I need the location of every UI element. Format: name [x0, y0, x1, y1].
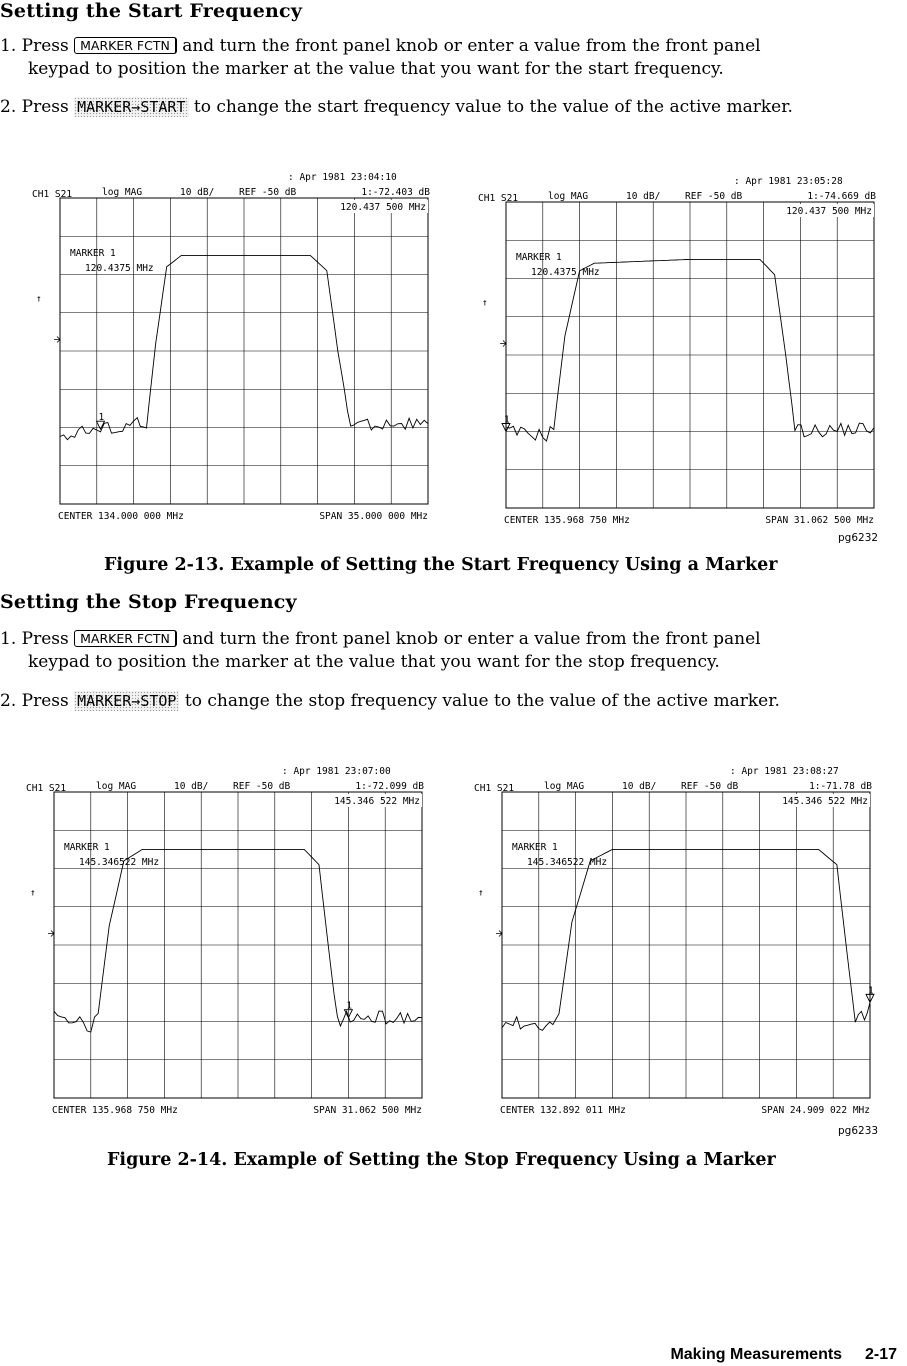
analyzer-screen: [24, 762, 429, 1122]
step-number: 1.: [0, 36, 17, 56]
marker-fctn-key[interactable]: MARKER FCTN: [74, 37, 177, 54]
marker-stop-softkey[interactable]: MARKER→STOP: [74, 691, 179, 711]
marker-value: 145.346522 MHz: [79, 857, 160, 868]
reference-label: REF -50 dB: [681, 781, 739, 792]
marker-frequency: 120.437 500 MHz: [786, 206, 872, 217]
reference-position-mark: [54, 337, 60, 343]
marker-label: MARKER 1: [64, 842, 110, 853]
step-text: Press: [21, 36, 69, 56]
marker-number: 1: [98, 412, 105, 424]
step-stop-2: [0, 690, 905, 713]
center-frequency: CENTER 134.000 000 MHz: [58, 511, 184, 522]
channel-header: CH1 S21: [26, 783, 67, 794]
marker-number: 1: [346, 1000, 353, 1012]
analyzer-screen: [472, 762, 877, 1122]
reference-position-mark: [48, 931, 54, 937]
marker-readout: 1:-72.099 dB: [355, 781, 424, 792]
figure-id: pg6232: [838, 532, 879, 544]
span-frequency: SPAN 31.062 500 MHz: [765, 515, 874, 526]
channel-header: CH1 S21: [32, 189, 73, 200]
span-frequency: SPAN 35.000 000 MHz: [319, 511, 428, 522]
analyzer-screen: [476, 172, 881, 532]
marker-readout: 1:-74.669 dB: [807, 191, 876, 202]
marker-frequency: 145.346 522 MHz: [782, 796, 868, 807]
page-footer: [670, 1346, 897, 1364]
reference-label: REF -50 dB: [239, 187, 297, 198]
channel-header: CH1 S21: [474, 783, 515, 794]
marker-readout: 1:-72.403 dB: [361, 187, 430, 198]
marker-number: 1: [504, 414, 510, 426]
step-text: Press: [21, 691, 69, 711]
format-label: log MAG: [544, 781, 585, 792]
step-text: to change the stop frequency value to the value of the active marker.: [184, 691, 780, 711]
marker-frequency: 145.346 522 MHz: [334, 796, 420, 807]
step-text-continued: keypad to position the marker at the value that you want for the stop frequency.: [28, 652, 720, 672]
step-text: and turn the front panel knob or enter a value from the front panel: [182, 629, 761, 649]
scale-label: 10 dB/: [626, 191, 661, 202]
channel-header: CH1 S21: [478, 193, 519, 204]
marker-label: MARKER 1: [70, 248, 116, 259]
step-text-continued: keypad to position the marker at the value that you want for the start frequency.: [28, 59, 724, 79]
figure-id: pg6233: [838, 1125, 879, 1137]
marker-value: 120.4375 MHz: [85, 263, 154, 274]
step-text: Press: [21, 97, 69, 117]
step-number: 2.: [0, 691, 17, 711]
center-frequency: CENTER 135.968 750 MHz: [52, 1105, 178, 1116]
scale-label: 10 dB/: [622, 781, 657, 792]
marker-frequency: 120.437 500 MHz: [340, 202, 426, 213]
marker-value: 145.346522 MHz: [527, 857, 608, 868]
center-frequency: CENTER 135.968 750 MHz: [504, 515, 630, 526]
step-stop-1: [0, 628, 900, 674]
center-frequency: CENTER 132.892 011 MHz: [500, 1105, 626, 1116]
date-time: : Apr 1981 23:07:00: [282, 766, 391, 777]
scale-label: 10 dB/: [174, 781, 209, 792]
figure-caption: Figure 2-13. Example of Setting the Start Frequency Using a Marker: [104, 555, 778, 575]
step-text: and turn the front panel knob or enter a value from the front panel: [182, 36, 761, 56]
step-text: to change the start frequency value to the value of the active marker.: [193, 97, 793, 117]
marker-start-softkey[interactable]: MARKER→START: [74, 97, 188, 117]
reference-position-mark: [496, 931, 502, 937]
format-label: log MAG: [102, 187, 143, 198]
reference-position-mark: [500, 341, 506, 347]
section-heading-stop: Setting the Stop Frequency: [0, 591, 297, 613]
reference-arrow: ↑: [478, 887, 484, 899]
marker-value: 120.4375 MHz: [531, 267, 600, 278]
reference-label: REF -50 dB: [685, 191, 743, 202]
page-number: 2-17: [864, 1346, 897, 1363]
footer-section: Making Measurements: [670, 1346, 843, 1363]
step-start-1: [0, 35, 900, 81]
figure-caption: Figure 2-14. Example of Setting the Stop Frequency Using a Marker: [107, 1150, 776, 1170]
format-label: log MAG: [96, 781, 137, 792]
date-time: : Apr 1981 23:04:10: [288, 172, 397, 183]
section-heading-start: Setting the Start Frequency: [0, 0, 303, 22]
step-number: 1.: [0, 629, 17, 649]
step-number: 2.: [0, 97, 17, 117]
marker-number: 1: [868, 985, 874, 997]
reference-label: REF -50 dB: [233, 781, 291, 792]
date-time: : Apr 1981 23:08:27: [730, 766, 839, 777]
scale-label: 10 dB/: [180, 187, 215, 198]
marker-label: MARKER 1: [512, 842, 558, 853]
span-frequency: SPAN 24.909 022 MHz: [761, 1105, 870, 1116]
marker-readout: 1:-71.78 dB: [809, 781, 872, 792]
step-start-2: [0, 96, 905, 119]
reference-arrow: ↑: [30, 887, 36, 899]
marker-label: MARKER 1: [516, 252, 562, 263]
format-label: log MAG: [548, 191, 589, 202]
span-frequency: SPAN 31.062 500 MHz: [313, 1105, 422, 1116]
reference-arrow: ↑: [482, 297, 488, 309]
reference-arrow: ↑: [36, 293, 42, 305]
marker-fctn-key[interactable]: MARKER FCTN: [74, 630, 177, 647]
analyzer-screen: [30, 168, 435, 528]
date-time: : Apr 1981 23:05:28: [734, 176, 843, 187]
step-text: Press: [21, 629, 69, 649]
